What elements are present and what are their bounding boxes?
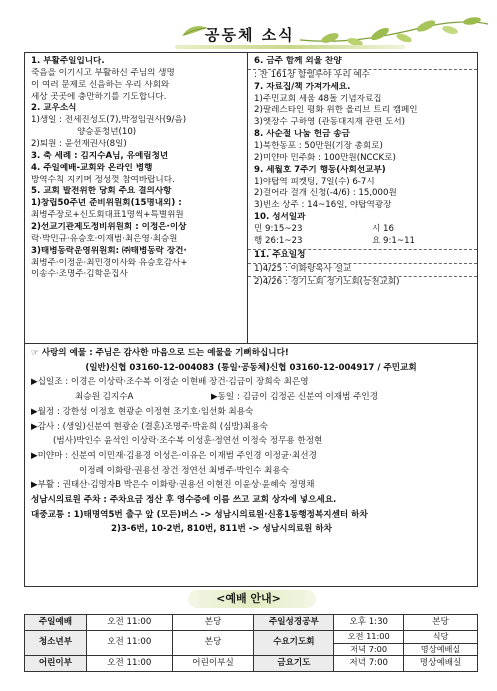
offering-notice-box <box>24 344 478 587</box>
worship-guide-title: <예배 안내> <box>216 592 281 605</box>
service-place: 명상예배실 <box>404 656 478 672</box>
service-time: 오전 11:00 <box>334 631 404 644</box>
section-text: 양승훈청년(10) <box>77 127 137 138</box>
service-place: 본당 <box>172 615 254 631</box>
section-title: 6. 금주 함께 외울 찬양 <box>254 56 342 66</box>
offering-list: ▶감사 : (생일)신분여 현광순 (결혼)조명주·박윤희 (심방)최용숙 <box>31 421 268 432</box>
section-title: 5. 교회 발전위한 당회 주요 결의사항 <box>31 186 172 197</box>
page-title: 공동체 소식 <box>205 26 295 44</box>
service-time: 오후 1:30 <box>334 615 404 631</box>
lectionary-reading: 행 26:1~23 <box>254 235 303 246</box>
offering-list: 이정례 이화랑·권용선 장건 정연선 최병주·박인수 최용숙 <box>79 465 290 476</box>
service-place: 본당 <box>404 615 478 631</box>
section-text: 이 여러 문제로 신음하는 우리 사회와 <box>31 79 170 90</box>
service-time: 오전 11:00 <box>86 615 172 631</box>
transit-info: 2)3-6번, 10-2번, 810번, 811번 -> 성남시의료원 하차 <box>111 524 332 535</box>
service-place: 식당 <box>404 631 478 644</box>
bank-account-info: (일반)신협 03160-12-004083 (통일·공동체)신협 03160-12-004917 / 주민교회 <box>85 362 417 373</box>
offering-names: 최승원 김지수A <box>75 392 134 403</box>
section-text: 락·박민규·유승호·이재범·최은영·최승원 <box>31 233 178 244</box>
section-title: 1. 부활주일입니다. <box>31 56 105 66</box>
section-text: 죽음을 이기시고 부활하신 주님의 생명 <box>31 67 175 78</box>
section-text: 세상 곳곳에 충만하기를 기도합니다. <box>31 91 167 102</box>
news-box <box>24 52 478 344</box>
section-text: 3)빈소 상주 : 14~16일, 야탑역광장 <box>254 200 392 211</box>
offering-list: ▶십일조 : 이경은 이상락·조수복 이정순 이현배 장건·김금이 장희숙 최은영 <box>31 377 309 388</box>
section-title: 7. 자료집/책 가져가세요. <box>254 81 351 92</box>
section-text: 1)생일 : 전세진성도(7),박정임권사(9/음) <box>31 115 187 126</box>
service-time: 오전 11:00 <box>86 631 172 656</box>
section-text: 3)태병동락운영위원회: ㈜태병동락 장건· <box>31 245 187 256</box>
service-place: 어린이부실 <box>172 656 254 672</box>
news-right-column <box>248 53 477 343</box>
lectionary-reading: 민 9:15~23 <box>254 224 303 235</box>
parking-info: 성남시의료원 주차 : 주차요금 정산 후 영수증에 이름 쓰고 교회 상자에 넣으세요. <box>31 495 337 506</box>
lectionary-reading: 시 16 <box>372 224 394 235</box>
offering-list <box>31 390 471 405</box>
offering-list: ▶월정 : 강한성 이정호 현광순 이정현 조기호·임선화 최용숙 <box>31 406 254 417</box>
offering-list: (범사)박인수 윤석인 이상락·조수복 이성훈·정연선 이정숙 정무용 한정현 <box>53 436 323 447</box>
service-place: 본당 <box>172 631 254 656</box>
section-text: 2)4/26 : 경기노회 정기노회(능천교회) <box>254 277 400 288</box>
service-name: 어린이부 <box>25 656 87 672</box>
worship-guide-header <box>0 590 497 612</box>
section-text: 1)4/25 : 이화랑목사 설교 <box>254 263 352 274</box>
lectionary-reading: 요 9:1~11 <box>372 235 415 246</box>
service-time: 오전 11:00 <box>86 656 172 672</box>
title-underline <box>175 45 405 49</box>
section-text: : 찬 161장 할렐루야 우리 예수 <box>254 69 370 80</box>
transit-info: 대중교통 : 1)태명역5번 출구 앞 (모든)버스 -> 성남시의료원·신흥1동행정복지센터 하차 <box>31 509 368 520</box>
section-text: 이송수·조명주·김학운집사 <box>31 269 128 280</box>
section-text: 2)선교기관제도정비위원회 : 이정은·이상 <box>31 222 187 233</box>
section-text: 3)엣장수 구하영 (관동대지재 관련 도서) <box>254 117 405 128</box>
section-text: 1)야탑역 피켓팅, 7일(수) 6-7시 <box>254 176 375 187</box>
service-name: 주일성경공부 <box>254 615 334 631</box>
section-title: 10. 성서일과 <box>254 212 306 223</box>
offering-names: ▶동일 : 김금이 김정곤 신분여 이재범 주인경 <box>211 392 379 403</box>
table-row <box>25 656 478 672</box>
section-text: 방역수칙 지키며 정성껏 참여바랍니다. <box>31 174 175 185</box>
service-time: 저녁 7:00 <box>334 643 404 656</box>
table-row <box>25 631 478 644</box>
section-title: 8. 사순절 나눔 헌금 송금 <box>254 129 350 140</box>
section-text: 2)퇴원 : 윤선재권사(8일) <box>31 139 127 150</box>
offering-list: ▶부활 : 권태산·김명자B 박은수 이화랑·권용선 이현진 이윤상·윤혜숙 정명채 <box>31 480 315 491</box>
service-name: 주일예배 <box>25 615 87 631</box>
section-text: 1)북한동포 : 50만원(기장 총회로) <box>254 141 383 152</box>
section-title: 4. 주일예배-교회와 온라인 병행 <box>31 162 153 173</box>
section-text: 2)걸어라 걸개 신청(-4/6) : 15,000원 <box>254 188 397 199</box>
service-time: 저녁 7:00 <box>334 656 404 672</box>
section-text: 1)창립50주년 준비위원회(15명내외) : <box>31 198 182 209</box>
bulletin-header <box>0 0 497 50</box>
section-title: 2. 교우소식 <box>31 103 77 114</box>
news-left-column <box>25 53 248 343</box>
service-name: 금요기도 <box>254 656 334 672</box>
section-text: 최병주·이정운·최민경이사와 유승호감사+ <box>31 257 188 268</box>
section-text: 2)미얀마 민주화 : 100만원(NCCK로) <box>254 152 396 163</box>
lectionary-row <box>254 236 473 248</box>
section-text: 1)주민교회 세움 48돌 기념자료집 <box>254 93 382 104</box>
service-name: 청소년부 <box>25 631 87 656</box>
section-title: 9. 세월호 7주기 행동(사회선교부) <box>254 164 386 175</box>
worship-schedule-table <box>24 614 478 672</box>
section-text: 2)팔레스타인 평화 위한 올리브 트리 캠페인 <box>254 105 418 116</box>
table-row <box>25 615 478 631</box>
offering-heading: ☞ 사랑의 예물 : 주님은 감사한 마음으로 드는 예물을 기뻐하십니다! <box>31 348 289 358</box>
offering-list: ▶미얀마 : 신분여 이민재·김용경 이성은·이유은 이재범 주인경 이정균·최선경 <box>31 450 317 461</box>
service-name: 수요기도회 <box>254 631 334 656</box>
section-title: 11. 주요일정 <box>254 249 306 260</box>
service-place: 명상예배실 <box>404 643 478 656</box>
lectionary-row <box>254 224 473 236</box>
section-title: 3. 축 세례 : 김지수A님, 유예림청년 <box>31 150 169 161</box>
section-text: 최병주장로+신도회대표1명씩+특별위원 <box>31 210 184 221</box>
